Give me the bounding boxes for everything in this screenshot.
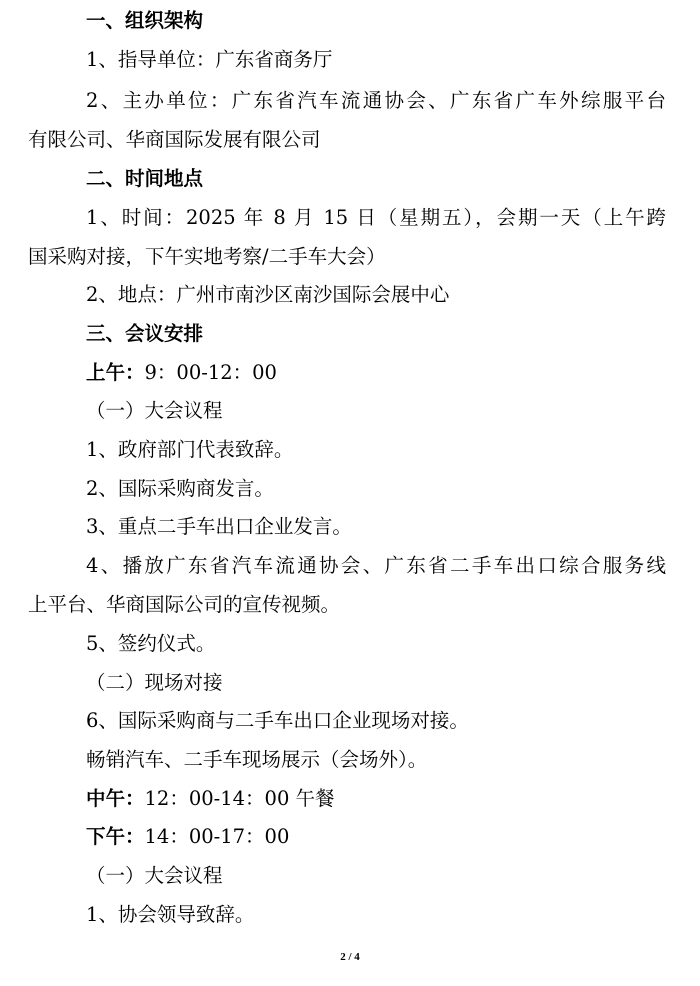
afternoon-time-line — [86, 824, 289, 850]
afternoon-label: 下午： — [86, 825, 145, 848]
page-number: 2 / 4 — [340, 951, 360, 963]
morning-item-5: 5、签约仪式。 — [86, 632, 216, 655]
time-line-1: 1、时间：2025 年 8 月 15 日（星期五），会期一天（上午跨 — [86, 206, 666, 229]
morning-item-1: 1、政府部门代表致辞。 — [86, 438, 294, 461]
afternoon-item-1: 1、协会领导致辞。 — [86, 903, 255, 926]
morning-item-3: 3、重点二手车出口企业发言。 — [86, 515, 352, 538]
morning-item-2: 2、国际采购商发言。 — [86, 477, 274, 500]
section-heading-agenda: 三、会议安排 — [86, 322, 204, 345]
vehicle-display-line: 畅销汽车、二手车现场展示（会场外）。 — [86, 748, 428, 771]
section-heading-time-place: 二、时间地点 — [86, 167, 204, 190]
morning-subheading-plenary: （一）大会议程 — [86, 399, 223, 422]
host-unit-line-2: 有限公司、华商国际发展有限公司 — [28, 128, 321, 151]
afternoon-time: 14：00-17：00 — [144, 825, 290, 848]
noon-time-line — [86, 786, 335, 812]
morning-label: 上午： — [86, 361, 145, 384]
time-line-2: 国采购对接，下午实地考察/二手车大会） — [28, 245, 386, 268]
morning-time: 9：00-12：00 — [144, 361, 277, 384]
morning-subheading-matchmaking: （二）现场对接 — [86, 671, 223, 694]
afternoon-subheading-plenary: （一）大会议程 — [86, 864, 223, 887]
guide-unit-line: 1、指导单位：广东省商务厅 — [86, 48, 333, 71]
noon-time: 12：00-14：00 午餐 — [144, 787, 335, 810]
place-line: 2、地点：广州市南沙区南沙国际会展中心 — [86, 283, 450, 306]
host-unit-line-1: 2、主办单位：广东省汽车流通协会、广东省广车外综服平台 — [86, 89, 666, 112]
morning-item-6: 6、国际采购商与二手车出口企业现场对接。 — [86, 709, 469, 732]
morning-item-4-line-1: 4、播放广东省汽车流通协会、广东省二手车出口综合服务线 — [86, 554, 666, 577]
morning-time-line — [86, 360, 277, 386]
noon-label: 中午： — [86, 787, 145, 810]
morning-item-4-line-2: 上平台、华商国际公司的宣传视频。 — [28, 593, 341, 616]
section-heading-organization: 一、组织架构 — [86, 9, 204, 32]
